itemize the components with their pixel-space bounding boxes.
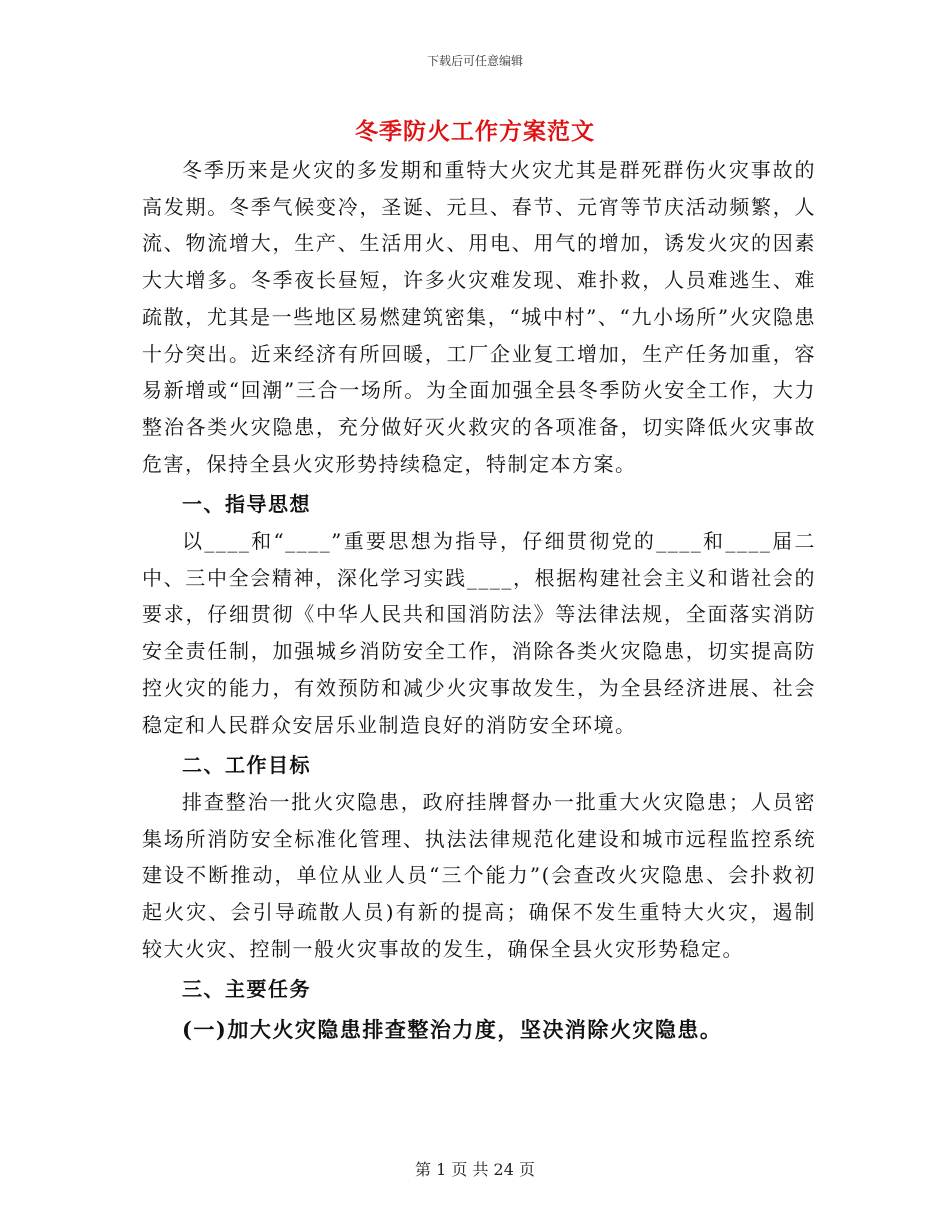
page-footer: 第 1 页 共 24 页 xyxy=(415,1160,535,1179)
document-title: 冬季防火工作方案范文 xyxy=(355,118,595,145)
document-body xyxy=(142,152,816,1049)
section-body-work-goals: 排查整治一批火灾隐患，政府挂牌督办一批重大火灾隐患；人员密集场所消防安全标准化管理、执法法律规范化建设和城市远程监控系统建设不断推动，单位从业人员“三个能力”(会查改火灾隐患、会扑救初起火灾、会引导疏散人员)有新的提高；确保不发生重特大火灾，遏制较大火灾、控制一般火灾事故的发生，确保全县火灾形势稳定。 xyxy=(142,789,816,961)
section-heading-main-tasks: 三、主要任务 xyxy=(182,977,311,1002)
subsection-heading-hazard-inspection: (一)加大火灾隐患排查整治力度，坚决消除火灾隐患。 xyxy=(182,1017,723,1043)
section-body-guiding-ideology: 以____和“____”重要思想为指导，仔细贯彻党的____和____届二中、三中全会精神，深化学习实践____，根据构建社会主义和谐社会的要求，仔细贯彻《中华人民共和国消防法》等法律法规，全面落实消防安全责任制，加强城乡消防安全工作，消除各类火灾隐患，切实提高防控火灾的能力，有效预防和减少火灾事故发生，为全县经济进展、社会稳定和人民群众安居乐业制造良好的消防安全环境。 xyxy=(142,529,816,737)
section-heading-work-goals: 二、工作目标 xyxy=(182,753,311,778)
section-heading-guiding-ideology: 一、指导思想 xyxy=(182,492,311,517)
intro-paragraph: 冬季历来是火灾的多发期和重特大火灾尤其是群死群伤火灾事故的高发期。冬季气候变冷，圣诞、元旦、春节、元宵等节庆活动频繁，人流、物流增大，生产、生活用火、用电、用气的增加，诱发火灾的因素大大增多。冬季夜长昼短，许多火灾难发现、难扑救，人员难逃生、难疏散，尤其是一些地区易燃建筑密集，“城中村”、“九小场所”火灾隐患十分突出。近来经济有所回暖，工厂企业复工增加，生产任务加重，容易新增或“回潮”三合一场所。为全面加强全县冬季防火安全工作，大力整治各类火灾隐患，充分做好灭火救灾的各项准备，切实降低火灾事故危害，保持全县火灾形势持续稳定，特制定本方案。 xyxy=(142,158,816,476)
header-note: 下载后可任意编辑 xyxy=(426,54,523,68)
